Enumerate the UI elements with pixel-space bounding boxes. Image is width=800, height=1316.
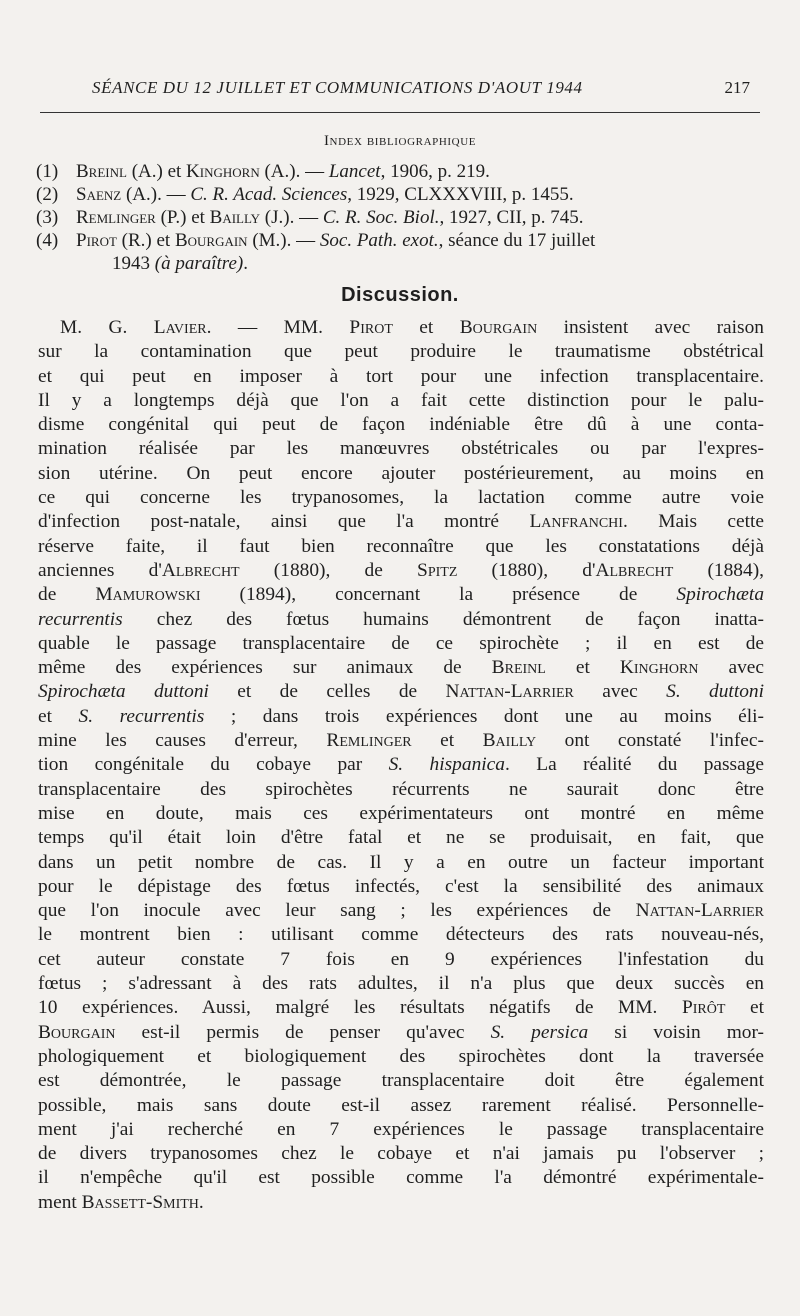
text-run: mise en doute, mais ces expérimentateurs ont montré en même	[38, 802, 764, 824]
author-name: Kinghorn	[619, 657, 699, 679]
text-run: anciennes d'	[38, 559, 162, 581]
reference-list	[36, 160, 716, 275]
author-name: Lavier	[153, 317, 207, 338]
author-name: Albrecht	[595, 559, 674, 581]
text-line	[38, 559, 764, 583]
text-run: et	[545, 657, 620, 679]
text-line	[38, 437, 764, 461]
reference-number: (1)	[36, 161, 59, 182]
text-run: ment j'ai recherché en 7 expériences le passage transplacentaire	[38, 1118, 764, 1140]
text-run: (R.) et	[116, 230, 175, 251]
author-name: Bailly	[482, 730, 537, 752]
text-line	[38, 510, 764, 534]
text-line	[38, 1094, 764, 1118]
text-run: avec	[698, 657, 764, 679]
text-run: fœtus ; s'adressant à des rats adultes, il n'a plus que deux succès en	[38, 973, 764, 995]
text-line	[38, 1191, 764, 1215]
text-line	[38, 1118, 764, 1142]
author-name: Pirot	[349, 317, 393, 338]
text-run: le montrent bien : utilisant comme détecteurs des rats nouveau-nés,	[38, 924, 764, 946]
text-line	[38, 486, 764, 510]
text-run: , 1929, CLXXXVIII, p. 1455.	[347, 184, 574, 205]
text-run: d'infection post-natale, ainsi que l'a montré	[38, 511, 530, 533]
author-name: Bourgain	[174, 230, 248, 251]
text-run: insistent avec raison	[537, 317, 764, 338]
text-run: temps qu'il était loin d'être fatal et ne se produisait, en fait, que	[38, 827, 764, 849]
text-run: et	[725, 997, 764, 1019]
text-line	[38, 875, 764, 899]
author-name: Kinghorn	[186, 161, 260, 182]
text-run: de divers trypanosomes chez le cobaye et n'ai jamais pu l'observer ;	[38, 1143, 764, 1165]
text-line	[38, 413, 764, 437]
header-rule	[40, 112, 760, 113]
text-run: et de celles de	[208, 681, 446, 703]
text-line	[38, 851, 764, 875]
text-line	[38, 1069, 764, 1093]
italic-text: S. recurrentis	[78, 705, 205, 727]
text-line	[38, 340, 764, 364]
text-run: de	[38, 584, 96, 606]
text-line	[38, 1045, 764, 1069]
text-line	[38, 656, 764, 680]
italic-text: recurrentis	[38, 608, 123, 630]
text-line	[38, 1021, 764, 1045]
text-run: et	[411, 730, 483, 752]
text-run: et qui peut en imposer à tort pour une infection transplacentaire.	[38, 365, 764, 387]
author-name: Pirôt	[681, 997, 726, 1019]
page-number: 217	[724, 78, 750, 97]
text-line	[38, 802, 764, 826]
author-name: Bailly	[209, 207, 261, 228]
text-run: quable le passage transplacentaire de ce spirochète ; il en est de	[38, 632, 764, 654]
text-line	[38, 316, 764, 340]
author-name: Breinl	[491, 657, 546, 679]
reference-item	[36, 183, 716, 206]
reference-item	[36, 206, 716, 229]
italic-text: Spirochæta duttoni	[38, 681, 209, 703]
reference-item	[36, 229, 716, 275]
italic-text: (à paraître)	[154, 253, 244, 274]
text-run: et	[38, 705, 79, 727]
text-line	[38, 948, 764, 972]
text-run: tion congénitale du cobaye par	[38, 754, 389, 776]
text-run: .	[243, 253, 248, 274]
text-run: , 1906, p. 219.	[380, 161, 490, 182]
text-run: sion utérine. On peut encore ajouter postérieurement, au moins en	[38, 462, 764, 484]
text-run: chez des fœtus humains démontrent de façon inatta-	[122, 608, 764, 630]
text-line	[38, 899, 764, 923]
text-line	[38, 778, 764, 802]
text-run: . — MM.	[206, 317, 350, 338]
italic-text: S. duttoni	[666, 681, 764, 703]
discussion-heading: Discussion.	[341, 284, 459, 306]
text-line	[38, 705, 764, 729]
text-run: (A.). —	[121, 184, 191, 205]
running-head-title: SÉANCE DU 12 JUILLET ET COMMUNICATIONS D'AOUT 1944	[92, 78, 583, 97]
italic-text: Spirochæta	[676, 584, 765, 606]
text-run: .	[198, 1191, 204, 1213]
text-run: si voisin mor-	[588, 1021, 764, 1043]
author-name: Bassett-Smith	[81, 1191, 199, 1213]
author-name: Nattan-Larrier	[445, 681, 574, 703]
text-run: Il y a longtemps déjà que l'on a fait cette distinction pour le palu-	[38, 389, 764, 411]
author-name: Saenz	[76, 184, 122, 205]
text-run: et	[392, 317, 460, 338]
text-run: avec	[573, 681, 667, 703]
index-heading: Index bibliographique	[323, 133, 477, 149]
text-line	[38, 462, 764, 486]
text-run: cet auteur constate 7 fois en 9 expériences l'infestation du	[38, 948, 764, 970]
text-run: 1943	[112, 253, 155, 274]
text-line	[38, 826, 764, 850]
text-run: est démontrée, le passage transplacentaire doit être également	[38, 1070, 764, 1092]
reference-item	[36, 160, 716, 183]
reference-number: (4)	[36, 230, 59, 251]
text-line	[38, 923, 764, 947]
running-head	[40, 78, 760, 108]
text-run: 10 expériences. Aussi, malgré les résultats négatifs de MM.	[38, 997, 682, 1019]
author-name: Albrecht	[161, 559, 240, 581]
text-run: transplacentaire des spirochètes récurrents ne saurait donc être	[38, 778, 764, 800]
text-run: , 1927, CII, p. 745.	[439, 207, 584, 228]
italic-text: C. R. Acad. Sciences	[190, 184, 348, 205]
author-name: Pirot	[76, 230, 117, 251]
text-line	[38, 1142, 764, 1166]
reference-number: (2)	[36, 184, 59, 205]
italic-text: C. R. Soc. Biol.	[322, 207, 440, 228]
text-run: (1884),	[673, 559, 765, 581]
text-run: il n'empêche qu'il est possible comme l'a démontré expérimentale-	[38, 1167, 764, 1189]
author-name: Nattan-Larrier	[635, 900, 764, 922]
text-line	[38, 535, 764, 559]
text-run: ce qui concerne les trypanosomes, la lactation comme autre voie	[38, 487, 764, 509]
text-run: (A.). —	[259, 161, 329, 182]
text-run: (M.). —	[247, 230, 320, 251]
text-line	[38, 389, 764, 413]
text-run: ment	[38, 1191, 82, 1213]
author-name: Remlinger	[76, 207, 156, 228]
reference-number: (3)	[36, 207, 59, 228]
text-line	[38, 365, 764, 389]
text-run: disme congénital qui peut de façon indéniable être dû à une conta-	[38, 414, 764, 436]
italic-text: Soc. Path. exot.	[319, 230, 439, 251]
italic-text: S. hispanica	[388, 754, 505, 776]
text-run: . La réalité du passage	[504, 754, 765, 776]
author-name: Lanfranchi	[529, 511, 623, 533]
text-run: est-il permis de penser qu'avec	[115, 1021, 491, 1043]
discussion-body	[38, 316, 764, 1215]
text-run: mine les causes d'erreur,	[38, 730, 327, 752]
text-run: (J.). —	[260, 207, 323, 228]
text-run: M. G.	[60, 317, 154, 338]
text-line	[38, 583, 764, 607]
text-line	[38, 996, 764, 1020]
text-run: que l'on inocule avec leur sang ; les expériences de	[38, 900, 636, 922]
text-run: sur la contamination que peut produire le traumatisme obstétrical	[38, 341, 764, 363]
text-line	[38, 608, 764, 632]
text-run: mination réalisée par les manœuvres obstétricales ou par l'expres-	[38, 438, 764, 460]
text-run: , séance du 17 juillet	[438, 230, 596, 251]
text-run: phologiquement et biologiquement des spirochètes dont la traversée	[38, 1045, 764, 1067]
italic-text: S. persica	[490, 1021, 589, 1043]
reference-continuation	[76, 252, 716, 275]
author-name: Breinl	[76, 161, 127, 182]
author-name: Bourgain	[38, 1021, 116, 1043]
text-run: (1880), de	[239, 559, 418, 581]
text-run: (P.) et	[155, 207, 210, 228]
text-line	[38, 753, 764, 777]
text-line	[38, 632, 764, 656]
text-run: même des expériences sur animaux de	[38, 657, 492, 679]
text-line	[38, 972, 764, 996]
italic-text: Lancet	[328, 161, 381, 182]
text-run: possible, mais sans doute est-il assez rarement réalisé. Personnelle-	[38, 1094, 764, 1116]
text-run: (1894), concernant la présence de	[200, 584, 677, 606]
text-run: (A.) et	[126, 161, 187, 182]
text-line	[38, 680, 764, 704]
text-run: ; dans trois expériences dont une au moins éli-	[204, 705, 765, 727]
text-line	[38, 1166, 764, 1190]
text-run: réserve faite, il faut bien reconnaître que les constatations déjà	[38, 535, 764, 557]
text-run: (1880), d'	[457, 559, 596, 581]
author-name: Mamurowski	[95, 584, 201, 606]
author-name: Remlinger	[326, 730, 412, 752]
text-line	[38, 729, 764, 753]
text-run: dans un petit nombre de cas. Il y a en outre un facteur important	[38, 851, 764, 873]
text-run: ont constaté l'infec-	[536, 730, 764, 752]
author-name: Spitz	[417, 559, 458, 581]
author-name: Bourgain	[459, 317, 538, 338]
text-run: . Mais cette	[622, 511, 764, 533]
text-run: pour le dépistage des fœtus infectés, c'est la sensibilité des animaux	[38, 875, 764, 897]
